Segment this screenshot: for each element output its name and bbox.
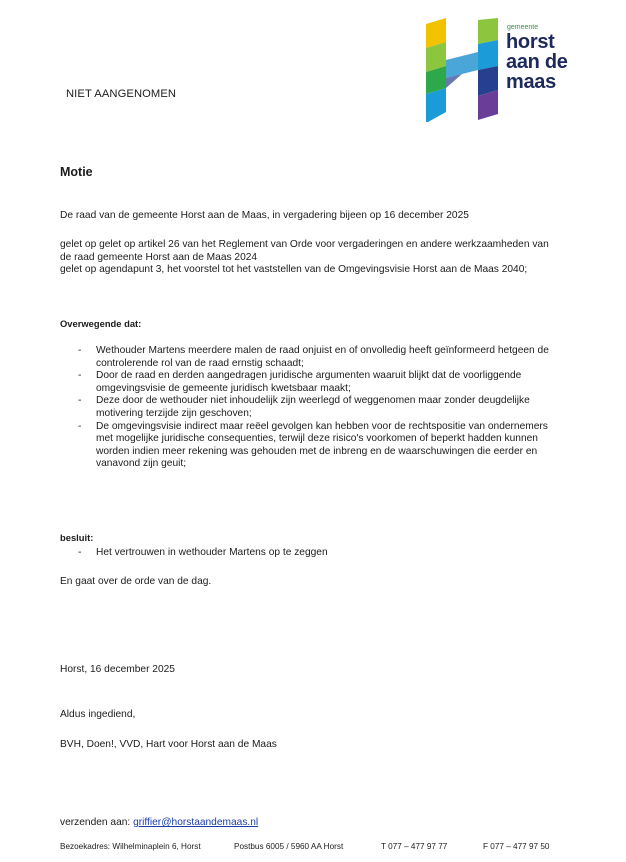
logo-shape-5 [446, 52, 478, 78]
consideration-text: Deze door de wethouder niet inhoudelijk zijn weerlegd of weggenomen maar zonder deugdelijke motivering terzijde zijn geschoven; [96, 395, 530, 419]
footer-fax: F 077 – 477 97 50 [483, 842, 550, 851]
document-status: NIET AANGENOMEN [66, 88, 177, 100]
footer-visit-address: Bezoekadres: Wilhelminaplein 6, Horst [60, 842, 201, 851]
logo-shape-7 [478, 40, 498, 70]
gelet-block [60, 239, 560, 277]
submitted-by-label: Aldus ingediend, [60, 709, 136, 720]
submitting-parties: BVH, Doen!, VVD, Hart voor Horst aan de Maas [60, 739, 277, 750]
send-to-line [60, 817, 258, 830]
bullet: - [78, 395, 82, 407]
bullet: - [78, 370, 82, 382]
logo-small-text: gemeente [507, 24, 539, 31]
send-to-label: verzenden aan: [60, 817, 131, 828]
municipality-logo-text [506, 24, 568, 92]
intro-paragraph: De raad van de gemeente Horst aan de Maas, in vergadering bijeen op 16 december 2025 [60, 210, 469, 221]
list-item [60, 395, 560, 420]
footer-postbus: Postbus 6005 / 5960 AA Horst [234, 842, 344, 851]
considerations-heading: Overwegende dat: [60, 318, 142, 329]
bullet: - [78, 547, 82, 558]
list-item [60, 421, 560, 471]
closing-line: En gaat over de orde van de dag. [60, 576, 212, 587]
place-and-date: Horst, 16 december 2025 [60, 664, 175, 675]
considerations-list [60, 345, 560, 471]
logo-shape-6 [478, 18, 498, 44]
municipality-logo-mark [426, 18, 498, 122]
decision-list [60, 547, 328, 560]
list-item [60, 345, 560, 370]
gelet-line-1: gelet op gelet op artikel 26 van het Reglement van Orde voor vergaderingen en andere werkzaamheden van de raad gemeente Horst aan de Maas 2024 [60, 239, 549, 263]
send-to-email-link[interactable]: griffier@horstaandemaas.nl [133, 817, 259, 828]
bullet: - [78, 420, 82, 432]
consideration-text: Wethouder Martens meerdere malen de raad onjuist en of onvolledig heeft geïnformeerd hetgeen de controlerende rol van de raad ernstig schaadt; [96, 345, 549, 369]
list-item [60, 370, 560, 395]
decision-text: Het vertrouwen in wethouder Martens op te zeggen [96, 547, 328, 558]
logo-line-3: maas [506, 71, 556, 93]
logo-line-2: aan de [506, 51, 568, 73]
document-title: Motie [60, 165, 93, 179]
consideration-text: De omgevingsvisie indirect maar reëel gevolgen kan hebben voor de rechtspositie van ondernemers met mogelijke juridische consequenties, terwijl deze risico's voorkomen of beperkt hadden kunnen worden indien meer rekening was gehouden met de inbreng en de waarschuwingen die eerder en vanavond zijn geuit; [96, 420, 548, 470]
bullet: - [78, 345, 82, 356]
decision-heading: besluit: [60, 532, 94, 543]
consideration-text: Door de raad en derden aangedragen juridische argumenten waaruit blijkt dat de voorliggende omgevingsvisie de gemeente juridisch kwetsbaar maakt; [96, 370, 522, 394]
logo-line-1: horst [506, 31, 555, 53]
list-item [60, 547, 328, 560]
gelet-line-2: gelet op agendapunt 3, het voorstel tot het vaststellen van de Omgevingsvisie Horst aan de Maas 2040; [60, 264, 528, 276]
footer-phone: T 077 – 477 97 77 [381, 842, 448, 851]
